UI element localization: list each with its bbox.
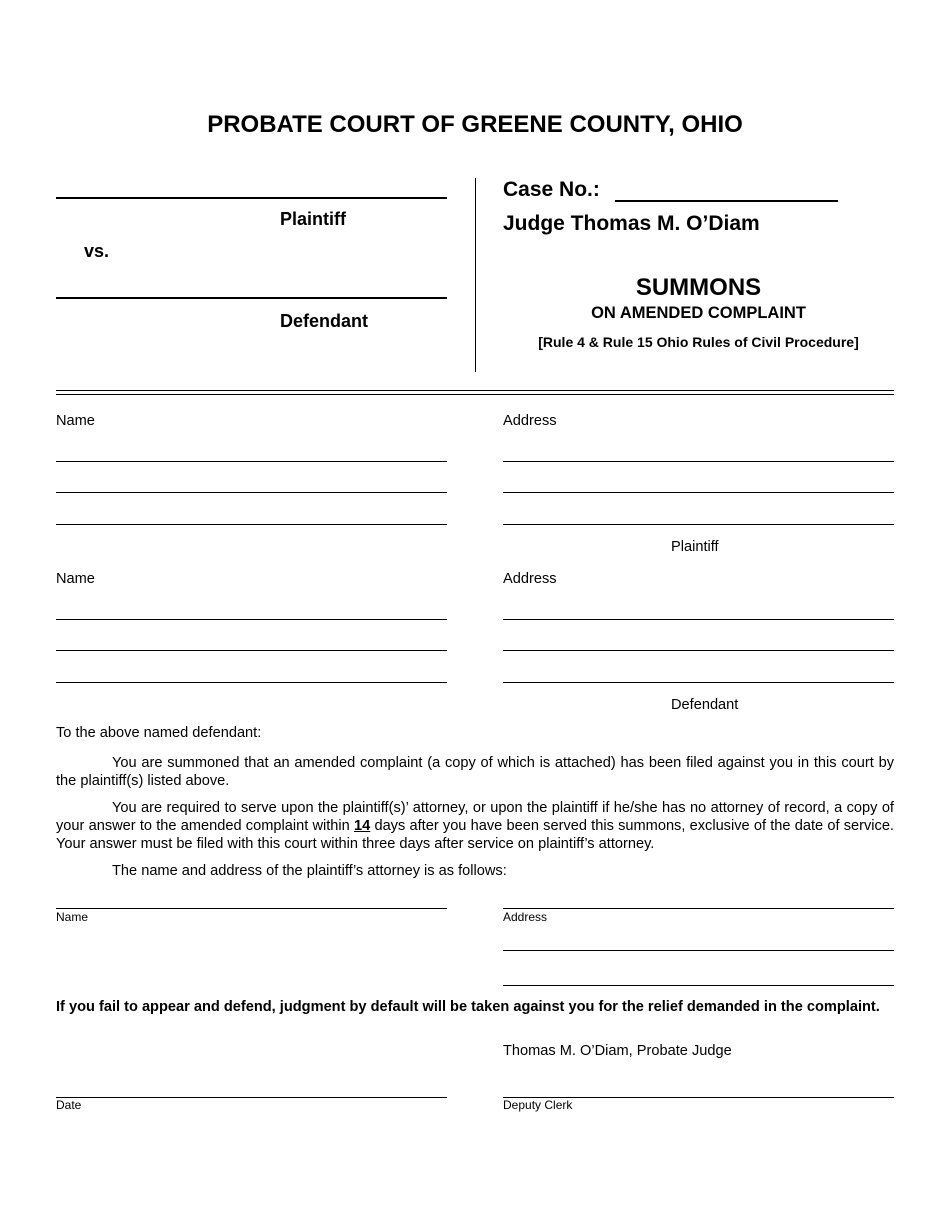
plaintiff-name-line-3[interactable] (56, 524, 447, 525)
default-judgment-warning-text: If you fail to appear and defend, judgment by default will be taken against you for the relief demanded in the complaint. (56, 999, 880, 1015)
answer-days-value: 14 (354, 818, 371, 834)
plaintiff-name-line-1[interactable] (56, 461, 447, 462)
judge-label: Judge Thomas M. O’Diam (503, 212, 760, 235)
case-no-field[interactable] (615, 200, 838, 202)
paragraph-attorney-intro-text: The name and address of the plaintiff’s attorney is as follows: (112, 863, 507, 879)
defendant-address-label: Address (503, 571, 557, 587)
defendant-name-field[interactable] (56, 297, 447, 299)
defendant-name-line-1[interactable] (56, 619, 447, 620)
double-rule-top (56, 390, 894, 391)
plaintiff-address-line-2[interactable] (503, 492, 894, 493)
judge-signature: Thomas M. O’Diam, Probate Judge (503, 1043, 732, 1059)
caption-divider (475, 178, 476, 372)
defendant-address-line-3[interactable] (503, 682, 894, 683)
vs-label: vs. (84, 241, 110, 261)
defendant-caption-label: Defendant (280, 311, 369, 331)
attorney-name-label: Name (56, 910, 89, 924)
defendant-block-caption: Defendant (671, 697, 739, 713)
plaintiff-caption-label: Plaintiff (280, 209, 346, 229)
doc-title: SUMMONS (635, 274, 762, 301)
doc-subtitle: ON AMENDED COMPLAINT (591, 304, 806, 322)
plaintiff-block-caption: Plaintiff (671, 539, 719, 555)
plaintiff-name-label: Name (56, 413, 95, 429)
defendant-name-label: Name (56, 571, 95, 587)
plaintiff-address-line-1[interactable] (503, 461, 894, 462)
attorney-address-label: Address (503, 910, 548, 924)
default-judgment-warning (56, 998, 894, 1016)
deputy-clerk-label: Deputy Clerk (503, 1098, 573, 1112)
paragraph-attorney-intro (56, 862, 894, 880)
salutation: To the above named defendant: (56, 725, 262, 741)
defendant-address-line-2[interactable] (503, 650, 894, 651)
attorney-address-line-1[interactable] (503, 908, 894, 909)
doc-rule: [Rule 4 & Rule 15 Ohio Rules of Civil Procedure] (538, 334, 859, 350)
plaintiff-address-line-3[interactable] (503, 524, 894, 525)
paragraph-required (56, 799, 894, 853)
attorney-address-line-2[interactable] (503, 950, 894, 951)
plaintiff-name-field[interactable] (56, 197, 447, 199)
paragraph-summoned-text: You are summoned that an amended complaint (a copy of which is attached) has been filed against you in this court by the plaintiff(s) listed above. (56, 755, 894, 789)
paragraph-summoned (56, 754, 894, 790)
attorney-address-line-3[interactable] (503, 985, 894, 986)
paragraph-required-text-b: days after you have been served this summons, exclusive of the date of service. Your answer must be filed with this court within three days after service on plaintiff’s attorney. (56, 818, 894, 852)
paragraph-required-text-a: You are required to serve upon the plaintiff(s)’ attorney, or upon the plaintiff if he/she has no attorney of record, a copy of your answer to the amended complaint within (56, 800, 894, 834)
defendant-name-line-3[interactable] (56, 682, 447, 683)
defendant-name-line-2[interactable] (56, 650, 447, 651)
plaintiff-address-label: Address (503, 413, 557, 429)
plaintiff-name-line-2[interactable] (56, 492, 447, 493)
attorney-name-field[interactable] (56, 908, 447, 909)
double-rule-bottom (56, 394, 894, 395)
defendant-address-line-1[interactable] (503, 619, 894, 620)
court-title: PROBATE COURT OF GREENE COUNTY, OHIO (207, 111, 743, 138)
case-no-label: Case No.: (503, 178, 600, 201)
date-field[interactable] (56, 1097, 447, 1098)
date-label: Date (56, 1098, 82, 1112)
